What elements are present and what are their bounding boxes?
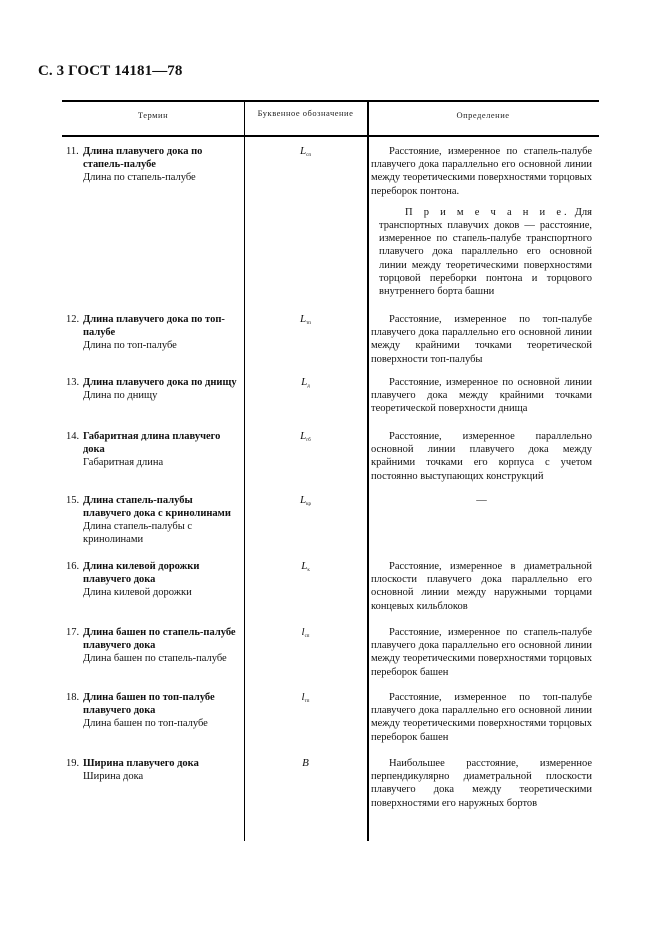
definition-cell <box>371 494 592 507</box>
symbol: L <box>299 145 307 157</box>
column-header-term: Термин <box>137 110 169 120</box>
symbol-cell <box>244 145 367 162</box>
definition-cell <box>371 757 592 810</box>
term-cell <box>66 560 242 599</box>
symbol-cell <box>244 757 367 774</box>
symbol: L <box>301 560 308 572</box>
term-cell <box>66 376 242 402</box>
definition-cell <box>371 560 592 613</box>
term-name: Ширина плавучего дока <box>83 758 199 769</box>
term-cell <box>66 313 242 352</box>
term-number: 11. <box>66 146 79 157</box>
symbol-cell <box>244 376 367 393</box>
term-short: Длина килевой дорожки <box>83 587 192 598</box>
symbol-cell <box>244 691 367 708</box>
term-short: Длина по топ-палубе <box>83 340 177 351</box>
definition-text: Наибольшее расстояние, измеренное перпендикулярно диаметральной плоскости плавучего дока между теоретическими поверхностями его наружных бортов <box>371 758 592 809</box>
symbol-subscript: гб <box>306 438 311 443</box>
symbol-subscript: д <box>307 384 310 389</box>
term-cell <box>66 145 242 184</box>
term-number: 12. <box>66 314 80 325</box>
term-name: Длина башен по стапель-палубе плавучего дока <box>83 627 236 651</box>
column-header-definition: Определение <box>456 110 510 120</box>
term-name: Габаритная длина плавучего дока <box>83 431 221 455</box>
definition-text: Расстояние, измеренное по основной линии плавучего дока между крайними точками теоретической поверхности днища <box>371 377 592 415</box>
term-number: 13. <box>66 377 80 388</box>
definition-cell <box>371 145 592 298</box>
term-short: Длина башен по стапель-палубе <box>83 653 227 664</box>
definition-cell <box>371 376 592 416</box>
definition-text: Расстояние, измеренное по топ-палубе плавучего дока параллельно его основной линии между крайними точками теоретической поверхности топ-палубы <box>371 314 592 365</box>
symbol-subscript: тп <box>306 321 311 326</box>
symbol-cell <box>244 313 367 330</box>
term-number: 17. <box>66 627 80 638</box>
symbol-cell <box>244 430 367 447</box>
symbol-cell <box>244 626 367 643</box>
term-number: 15. <box>66 495 80 506</box>
term-name: Длина плавучего дока по днищу <box>83 377 237 388</box>
symbol-subscript: сп <box>304 634 310 639</box>
definition-text: Расстояние, измеренное в диаметральной плоскости плавучего дока параллельно его основной линии между наружными торцами концевых кильблоков <box>371 561 592 612</box>
symbol: L <box>300 430 307 442</box>
column-header-symbol: Буквенное обозначение <box>257 108 354 118</box>
term-number: 18. <box>66 692 80 703</box>
term-name: Длина плавучего дока по стапель-палубе <box>83 146 203 170</box>
term-number: 16. <box>66 561 80 572</box>
term-short: Длина стапель-палубы с кринолинами <box>83 521 193 545</box>
term-name: Длина стапель-палубы плавучего дока с кринолинами <box>83 495 231 519</box>
symbol: l <box>301 691 305 703</box>
term-cell <box>66 626 242 665</box>
definition-cell <box>371 430 592 483</box>
symbol-subscript: к <box>307 568 310 573</box>
definition-cell <box>371 626 592 679</box>
term-cell <box>66 494 242 546</box>
definition-text: — <box>476 495 487 506</box>
term-short: Длина по днищу <box>83 390 158 401</box>
definition-text: Расстояние, измеренное параллельно основной линии плавучего дока между крайними точками его корпуса с учетом постоянно выступающих конструкций <box>371 431 592 482</box>
term-name: Длина башен по топ-палубе плавучего дока <box>83 692 215 716</box>
term-cell <box>66 430 242 469</box>
page-title: С. 3 ГОСТ 14181—78 <box>38 63 183 79</box>
table-top-rule <box>62 100 599 102</box>
note-text: Для транспортных плавучих доков — расстояние, измеренное по стапель-палубе транспортного плавучего дока параллельно его основной линии между теоретическими поверхностями торцовой переборки понтона и торцового внутреннего борта башни <box>379 206 592 298</box>
definition-text: Расстояние, измеренное по стапель-палубе плавучего дока параллельно его основной линии между теоретическими поверхностями торцовых переборок башен <box>371 627 592 678</box>
definition-cell <box>371 313 592 366</box>
term-short: Ширина дока <box>83 771 144 782</box>
definition-cell <box>371 691 592 744</box>
symbol: B <box>302 757 309 769</box>
term-number: 19. <box>66 758 80 769</box>
term-short: Длина по стапель-палубе <box>83 172 196 183</box>
term-cell <box>66 691 242 730</box>
symbol-subscript: тп <box>304 699 310 704</box>
term-name: Длина килевой дорожки плавучего дока <box>83 561 200 585</box>
symbol-cell <box>244 560 367 577</box>
column-divider-2 <box>367 101 369 841</box>
column-divider-1 <box>244 101 245 841</box>
symbol: l <box>301 626 305 638</box>
symbol: L <box>300 313 307 325</box>
symbol: L <box>301 376 308 388</box>
symbol-subscript: сп <box>306 153 312 158</box>
table-header-rule <box>62 135 599 137</box>
definition-text: Расстояние, измеренное по стапель-палубе плавучего дока параллельно его основной линии между теоретическими поверхностями торцовых переборок понтона. <box>371 146 592 197</box>
term-short: Габаритная длина <box>83 457 164 468</box>
term-short: Длина башен по топ-палубе <box>83 718 208 729</box>
term-cell <box>66 757 242 783</box>
symbol-cell <box>244 494 367 511</box>
term-name: Длина плавучего дока по топ-палубе <box>83 314 225 338</box>
symbol: L <box>299 494 307 506</box>
note-label: П р и м е ч а н и е. <box>405 206 570 218</box>
note <box>371 206 592 298</box>
symbol-subscript: кр <box>306 502 312 507</box>
term-number: 14. <box>66 431 80 442</box>
definition-text: Расстояние, измеренное по топ-палубе плавучего дока параллельно его основной линии между теоретическими поверхностями торцовых переборок башен <box>371 692 592 743</box>
